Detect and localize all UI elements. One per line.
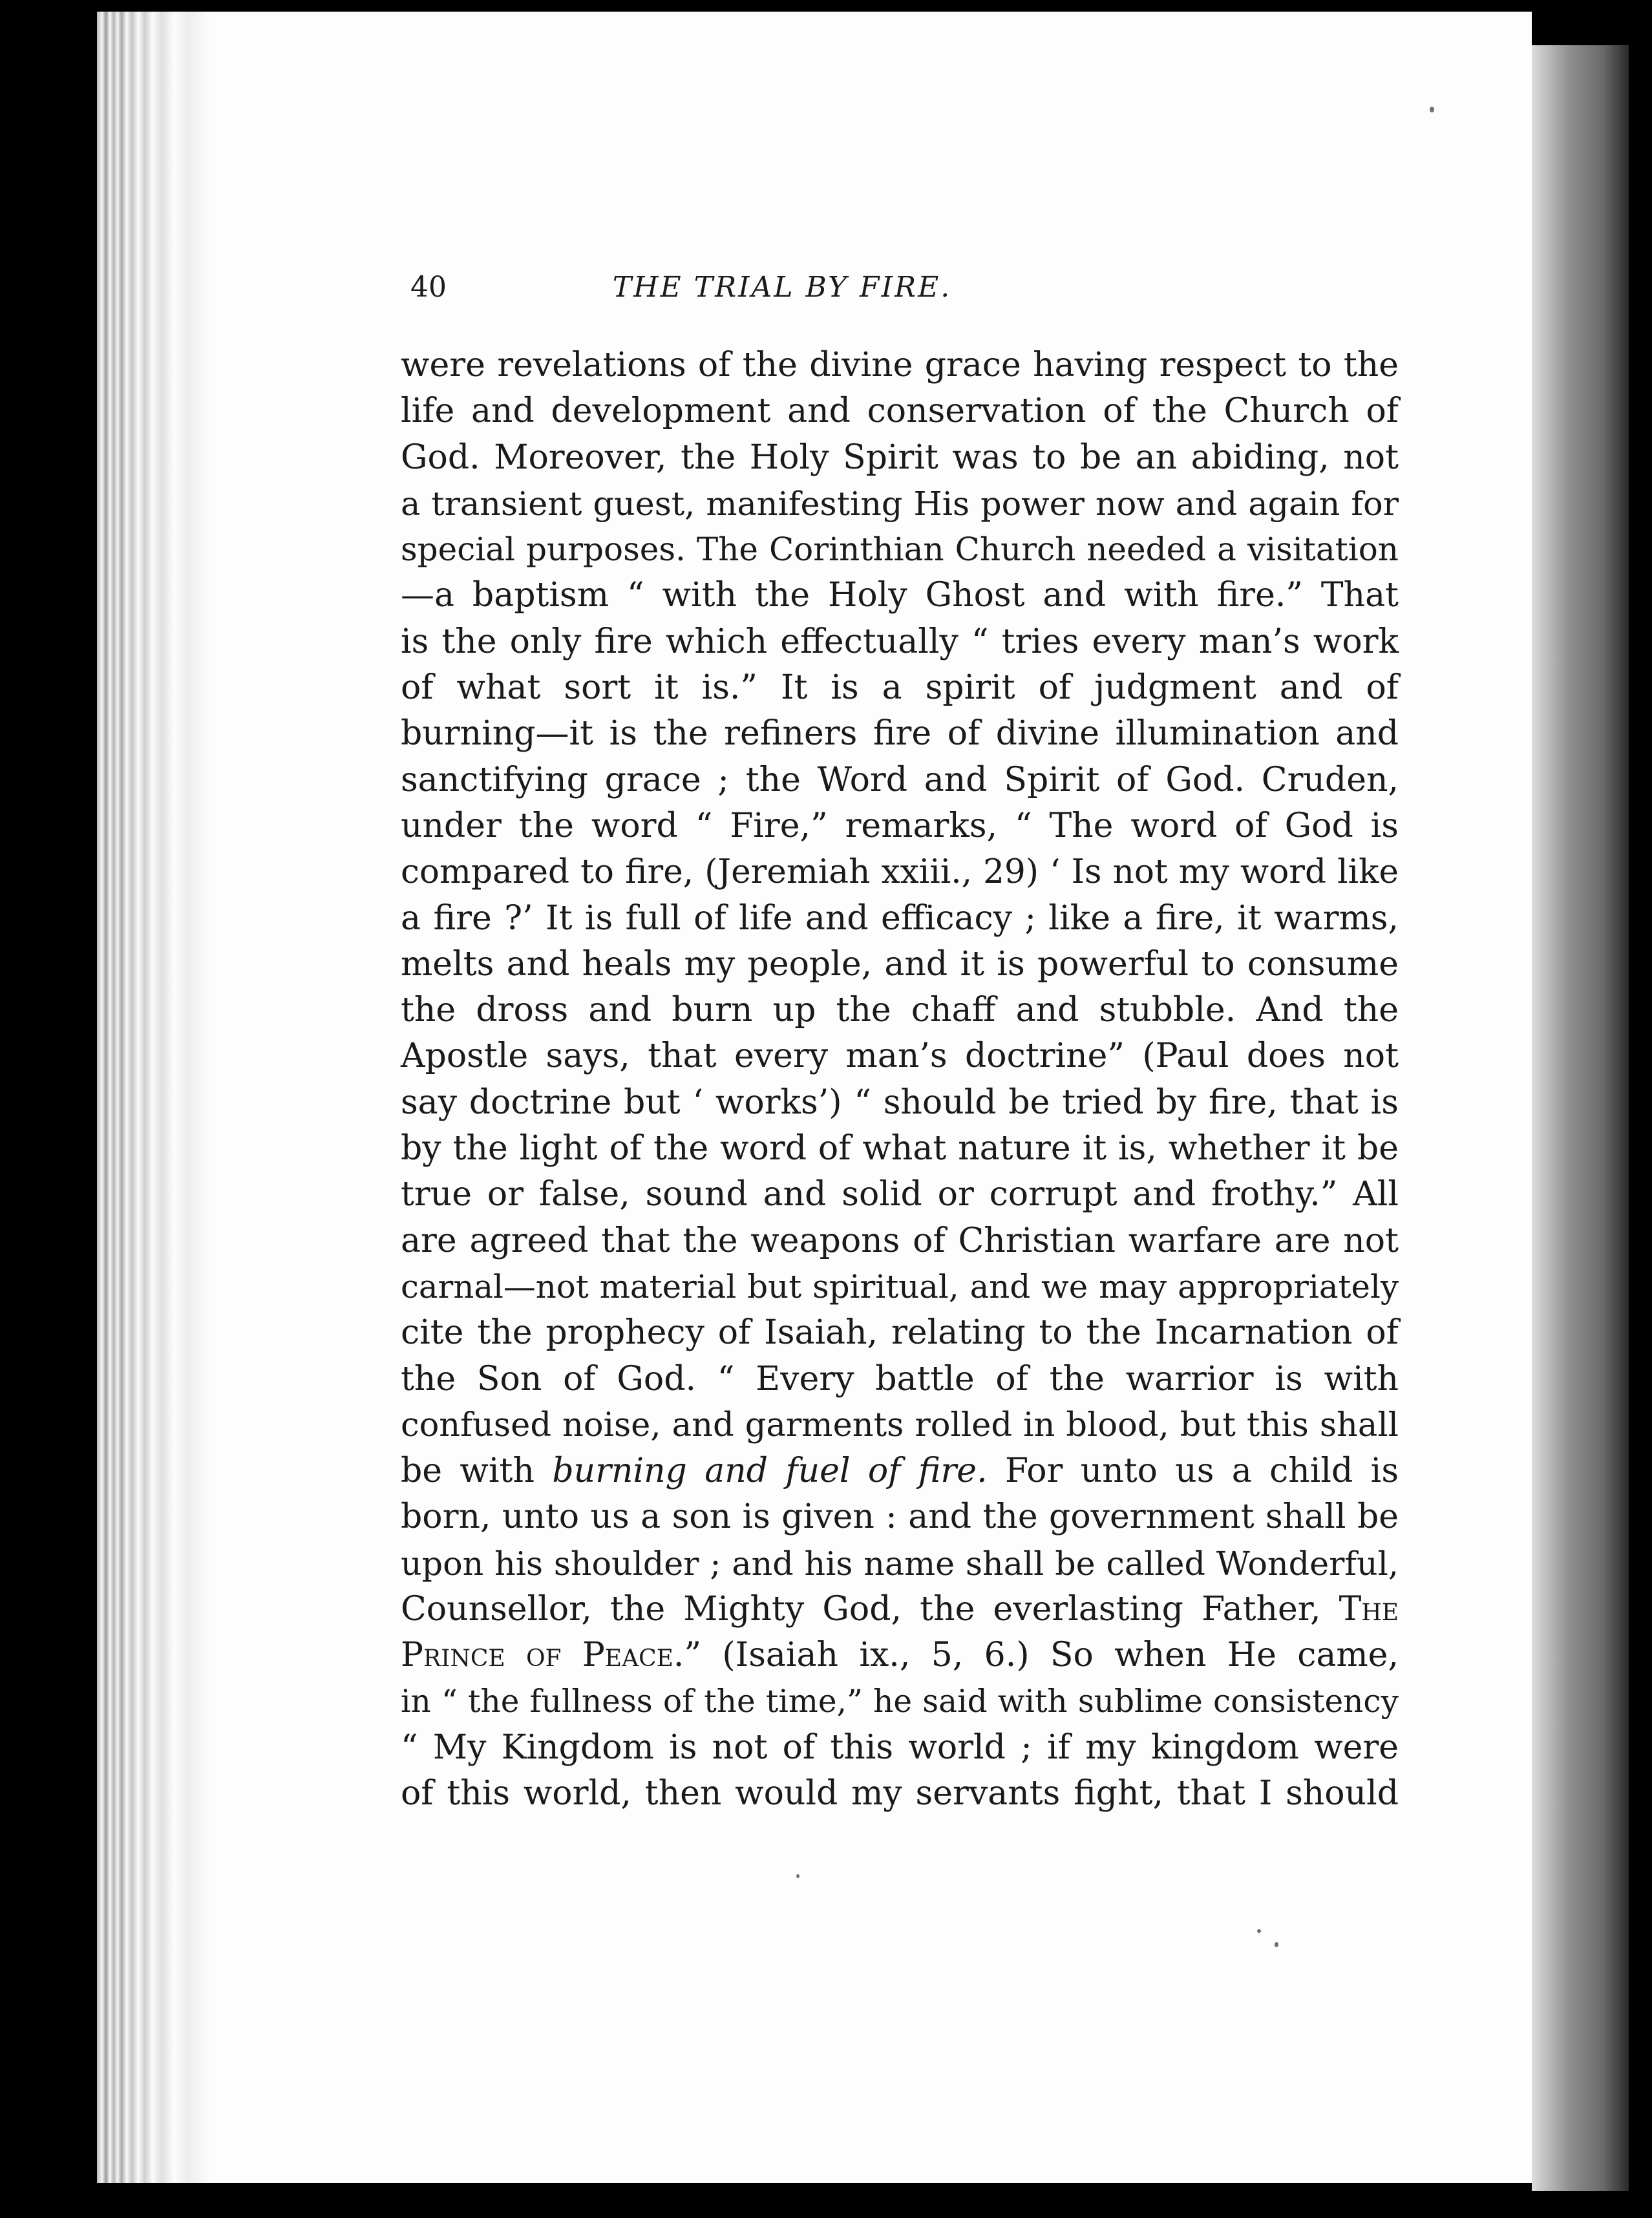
- italic-phrase: burning and fuel of fire.: [552, 1452, 988, 1491]
- text-line: compared to fire, (Jeremiah xxiii., 29) ‘ Is not my word like: [401, 852, 1399, 892]
- text-line: a transient guest, manifesting His power now and again for: [401, 484, 1399, 523]
- running-header: [410, 265, 1108, 310]
- running-title: THE TRIAL BY FIRE.: [612, 271, 952, 304]
- text-line: a fire ?’ It is full of life and efficacy ; like a fire, it warms,: [401, 898, 1399, 938]
- text-line: carnal—not material but spiritual, and we may appropriately: [401, 1267, 1399, 1305]
- line-text: be with: [401, 1452, 553, 1491]
- text-line: [401, 1632, 1399, 1678]
- text-line: under the word “ Fire,” remarks, “ The word of God is: [401, 806, 1399, 845]
- text-line: [401, 1448, 1399, 1494]
- text-line: upon his shoulder ; and his name shall be called Wonderful,: [401, 1544, 1399, 1583]
- text-line: true or false, sound and solid or corrupt and frothy.” All: [401, 1175, 1399, 1214]
- text-line: melts and heals my people, and it is powerful to consume: [401, 944, 1399, 984]
- text-line: by the light of the word of what nature it is, whether it be: [401, 1129, 1399, 1168]
- text-line: [401, 1587, 1399, 1632]
- page-number: 40: [410, 271, 447, 304]
- text-line: special purposes. The Corinthian Church needed a visitation: [401, 531, 1399, 569]
- text-line: cite the prophecy of Isaiah, relating to the Incarnation of: [401, 1313, 1399, 1353]
- text-line: sanctifying grace ; the Word and Spirit of God. Cruden,: [401, 760, 1399, 799]
- text-line: say doctrine but ‘ works’) “ should be tried by fire, that is: [401, 1083, 1399, 1122]
- page-edges: [97, 12, 210, 2183]
- line-text: Counsellor, the Mighty God, the everlasting Father,: [401, 1590, 1321, 1629]
- text-line: of this world, then would my servants fight, that I should: [401, 1774, 1399, 1813]
- text-line: is the only fire which effectually “ tries every man’s work: [401, 622, 1399, 661]
- text-line: of what sort it is.” It is a spirit of judgment and of: [401, 668, 1399, 708]
- line-text: ” (Isaiah ix., 5, 6.) So when He came,: [684, 1636, 1399, 1675]
- text-line: the Son of God. “ Every battle of the warrior is with: [401, 1359, 1399, 1399]
- smallcaps-text: The: [1339, 1590, 1399, 1629]
- text-line: were revelations of the divine grace having respect to the: [401, 346, 1399, 385]
- scan-speck: [1275, 1942, 1278, 1947]
- smallcaps-text: Prince of Peace.: [401, 1636, 684, 1675]
- text-line: in “ the fullness of the time,” he said with sublime consistency: [401, 1683, 1399, 1720]
- text-line: life and development and conservation of the Church of: [401, 392, 1399, 431]
- line-text: For unto us a child is: [987, 1452, 1399, 1491]
- text-line: burning—it is the refiners fire of divine illumination and: [401, 714, 1399, 754]
- text-line: Apostle says, that every man’s doctrine” (Paul does not: [401, 1037, 1399, 1076]
- text-line: —a baptism “ with the Holy Ghost and with fire.” That: [401, 576, 1399, 615]
- scan-speck: [1257, 1929, 1261, 1933]
- text-line: born, unto us a son is given : and the government shall be: [401, 1497, 1399, 1537]
- scan-speck: [796, 1874, 800, 1878]
- text-line: confused noise, and garments rolled in blood, but this shall: [401, 1406, 1399, 1444]
- text-line: the dross and burn up the chaff and stubble. And the: [401, 991, 1399, 1030]
- scan-speck: [1430, 107, 1434, 112]
- page-gutter-shadow: [1532, 45, 1629, 2191]
- text-line: “ My Kingdom is not of this world ; if my kingdom were: [401, 1727, 1399, 1767]
- text-line: God. Moreover, the Holy Spirit was to be an abiding, not: [401, 438, 1399, 477]
- text-line: are agreed that the weapons of Christian warfare are not: [401, 1221, 1399, 1260]
- body-text: [401, 343, 1399, 1817]
